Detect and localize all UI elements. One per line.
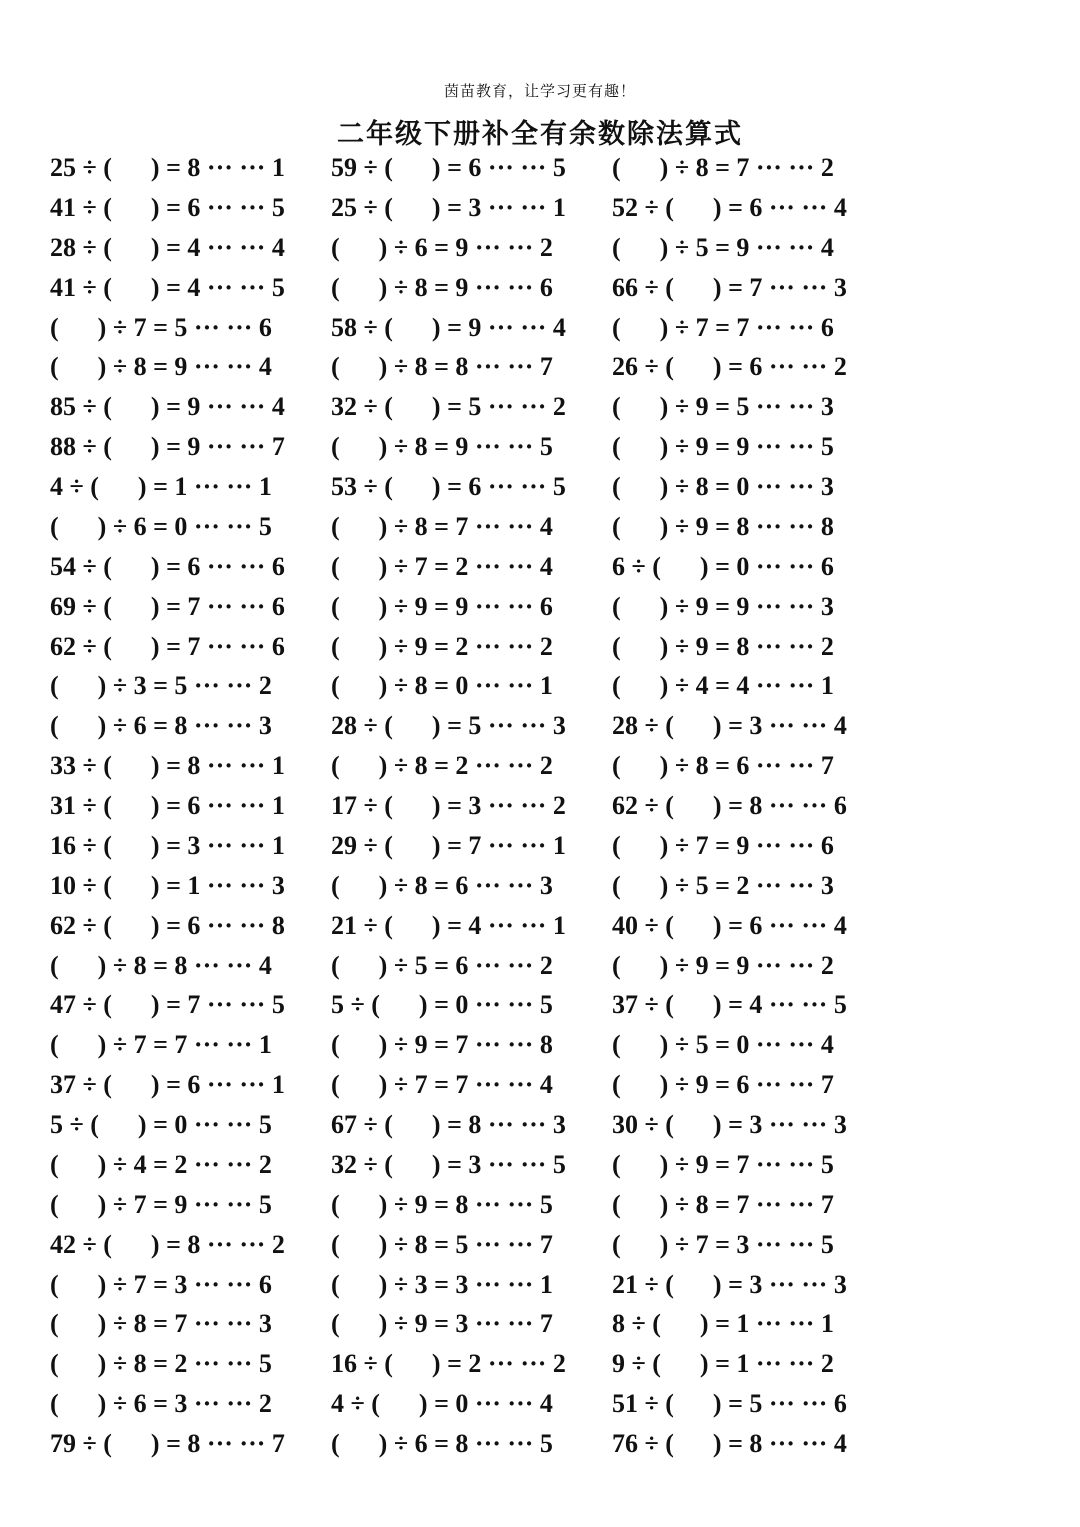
division-problem: 62 ÷ ( ) = 6 ··· ··· 8 bbox=[50, 910, 285, 940]
division-problem: ( ) ÷ 9 = 9 ··· ··· 3 bbox=[612, 591, 834, 621]
division-problem: ( ) ÷ 3 = 3 ··· ··· 1 bbox=[331, 1269, 553, 1299]
division-problem: 30 ÷ ( ) = 3 ··· ··· 3 bbox=[612, 1110, 847, 1139]
division-problem: 51 ÷ ( ) = 5 ··· ··· 6 bbox=[612, 1389, 847, 1419]
problem-row bbox=[0, 308, 1080, 348]
problem-row bbox=[0, 866, 1080, 906]
division-problem: ( ) ÷ 5 = 6 ··· ··· 2 bbox=[331, 950, 553, 980]
problem-row bbox=[0, 985, 1080, 1025]
division-problem: ( ) ÷ 8 = 9 ··· ··· 5 bbox=[331, 432, 553, 462]
division-problem: ( ) ÷ 7 = 7 ··· ··· 4 bbox=[331, 1070, 553, 1100]
division-problem: 17 ÷ ( ) = 3 ··· ··· 2 bbox=[331, 791, 566, 820]
problem-row bbox=[0, 1145, 1080, 1185]
division-problem: 76 ÷ ( ) = 8 ··· ··· 4 bbox=[612, 1429, 847, 1458]
division-problem: 54 ÷ ( ) = 6 ··· ··· 6 bbox=[50, 551, 285, 581]
division-problem: ( ) ÷ 8 = 7 ··· ··· 7 bbox=[612, 1189, 834, 1219]
problem-row bbox=[0, 906, 1080, 946]
division-problem: 32 ÷ ( ) = 5 ··· ··· 2 bbox=[331, 392, 566, 422]
division-problem: 37 ÷ ( ) = 4 ··· ··· 5 bbox=[612, 990, 847, 1020]
division-problem: ( ) ÷ 3 = 5 ··· ··· 2 bbox=[50, 671, 272, 701]
division-problem: ( ) ÷ 7 = 7 ··· ··· 1 bbox=[50, 1030, 272, 1060]
division-problem: ( ) ÷ 8 = 7 ··· ··· 4 bbox=[331, 511, 553, 541]
division-problem: ( ) ÷ 9 = 7 ··· ··· 8 bbox=[331, 1030, 553, 1060]
division-problem: 5 ÷ ( ) = 0 ··· ··· 5 bbox=[331, 990, 553, 1020]
division-problem: 62 ÷ ( ) = 8 ··· ··· 6 bbox=[612, 791, 847, 820]
division-problem: ( ) ÷ 4 = 4 ··· ··· 1 bbox=[612, 671, 834, 701]
division-problem: 41 ÷ ( ) = 6 ··· ··· 5 bbox=[50, 192, 285, 222]
problem-row bbox=[0, 1185, 1080, 1225]
problem-row bbox=[0, 547, 1080, 587]
division-problem: 67 ÷ ( ) = 8 ··· ··· 3 bbox=[331, 1110, 566, 1139]
problem-row bbox=[0, 148, 1080, 188]
division-problem: 66 ÷ ( ) = 7 ··· ··· 3 bbox=[612, 272, 847, 302]
division-problem: ( ) ÷ 8 = 0 ··· ··· 3 bbox=[612, 472, 834, 501]
division-problem: 88 ÷ ( ) = 9 ··· ··· 7 bbox=[50, 432, 285, 462]
division-problem: 21 ÷ ( ) = 3 ··· ··· 3 bbox=[612, 1269, 847, 1299]
problem-row bbox=[0, 627, 1080, 667]
problem-row bbox=[0, 188, 1080, 228]
division-problem: ( ) ÷ 6 = 0 ··· ··· 5 bbox=[50, 511, 272, 541]
division-problem: 5 ÷ ( ) = 0 ··· ··· 5 bbox=[50, 1110, 272, 1139]
problem-row bbox=[0, 228, 1080, 268]
division-problem: ( ) ÷ 8 = 7 ··· ··· 2 bbox=[612, 153, 834, 182]
division-problem: 4 ÷ ( ) = 1 ··· ··· 1 bbox=[50, 472, 272, 501]
division-problem: 25 ÷ ( ) = 8 ··· ··· 1 bbox=[50, 153, 285, 182]
division-problem: ( ) ÷ 8 = 9 ··· ··· 4 bbox=[50, 352, 272, 382]
division-problem: ( ) ÷ 9 = 9 ··· ··· 6 bbox=[331, 591, 553, 621]
problem-row bbox=[0, 467, 1080, 507]
division-problem: ( ) ÷ 8 = 6 ··· ··· 3 bbox=[331, 870, 553, 900]
division-problem: 25 ÷ ( ) = 3 ··· ··· 1 bbox=[331, 192, 566, 222]
division-problem: ( ) ÷ 7 = 9 ··· ··· 5 bbox=[50, 1189, 272, 1219]
division-problem: 28 ÷ ( ) = 3 ··· ··· 4 bbox=[612, 711, 847, 741]
division-problem: ( ) ÷ 9 = 8 ··· ··· 5 bbox=[331, 1189, 553, 1219]
problem-row bbox=[0, 427, 1080, 467]
division-problem: 37 ÷ ( ) = 6 ··· ··· 1 bbox=[50, 1070, 285, 1100]
division-problem: 58 ÷ ( ) = 9 ··· ··· 4 bbox=[331, 312, 566, 342]
division-problem: 85 ÷ ( ) = 9 ··· ··· 4 bbox=[50, 392, 285, 422]
division-problem: 32 ÷ ( ) = 3 ··· ··· 5 bbox=[331, 1149, 566, 1179]
problem-row bbox=[0, 507, 1080, 547]
division-problem: ( ) ÷ 7 = 5 ··· ··· 6 bbox=[50, 312, 272, 342]
division-problem: ( ) ÷ 8 = 6 ··· ··· 7 bbox=[612, 751, 834, 781]
division-problem: 59 ÷ ( ) = 6 ··· ··· 5 bbox=[331, 153, 566, 182]
division-problem: ( ) ÷ 9 = 2 ··· ··· 2 bbox=[331, 631, 553, 661]
division-problem: 16 ÷ ( ) = 2 ··· ··· 2 bbox=[331, 1349, 566, 1379]
division-problem: ( ) ÷ 7 = 3 ··· ··· 5 bbox=[612, 1229, 834, 1259]
page-header: 茵苗教育，让学习更有趣！ bbox=[443, 82, 636, 100]
problem-row bbox=[0, 1105, 1080, 1145]
division-problem: 41 ÷ ( ) = 4 ··· ··· 5 bbox=[50, 272, 285, 302]
division-problem: 69 ÷ ( ) = 7 ··· ··· 6 bbox=[50, 591, 285, 621]
division-problem: ( ) ÷ 9 = 8 ··· ··· 2 bbox=[612, 631, 834, 661]
division-problem: 47 ÷ ( ) = 7 ··· ··· 5 bbox=[50, 990, 285, 1020]
division-problem: ( ) ÷ 9 = 6 ··· ··· 7 bbox=[612, 1070, 834, 1100]
division-problem: ( ) ÷ 6 = 9 ··· ··· 2 bbox=[331, 232, 553, 262]
problem-row bbox=[0, 1265, 1080, 1305]
division-problem: ( ) ÷ 9 = 3 ··· ··· 7 bbox=[331, 1309, 553, 1339]
division-problem: ( ) ÷ 7 = 7 ··· ··· 6 bbox=[612, 312, 834, 342]
problem-row bbox=[0, 1025, 1080, 1065]
division-problem: ( ) ÷ 8 = 2 ··· ··· 2 bbox=[331, 751, 553, 781]
division-problem: ( ) ÷ 9 = 7 ··· ··· 5 bbox=[612, 1149, 834, 1179]
page-title: 二年级下册补全有余数除法算式 bbox=[337, 119, 743, 150]
division-problem: 16 ÷ ( ) = 3 ··· ··· 1 bbox=[50, 830, 285, 860]
problem-row bbox=[0, 1384, 1080, 1424]
division-problem: 28 ÷ ( ) = 4 ··· ··· 4 bbox=[50, 232, 285, 262]
division-problem: ( ) ÷ 5 = 0 ··· ··· 4 bbox=[612, 1030, 834, 1060]
problem-row bbox=[0, 1424, 1080, 1464]
division-problem: ( ) ÷ 9 = 8 ··· ··· 8 bbox=[612, 511, 834, 541]
division-problem: 33 ÷ ( ) = 8 ··· ··· 1 bbox=[50, 751, 285, 781]
division-problem: 42 ÷ ( ) = 8 ··· ··· 2 bbox=[50, 1229, 285, 1259]
division-problem: 4 ÷ ( ) = 0 ··· ··· 4 bbox=[331, 1389, 553, 1419]
problem-row bbox=[0, 786, 1080, 826]
division-problem: 53 ÷ ( ) = 6 ··· ··· 5 bbox=[331, 472, 566, 501]
problem-row bbox=[0, 826, 1080, 866]
problem-row bbox=[0, 1304, 1080, 1344]
division-problem: 6 ÷ ( ) = 0 ··· ··· 6 bbox=[612, 551, 834, 581]
division-problem: ( ) ÷ 8 = 5 ··· ··· 7 bbox=[331, 1229, 553, 1259]
division-problem: ( ) ÷ 7 = 2 ··· ··· 4 bbox=[331, 551, 553, 581]
division-problem: 52 ÷ ( ) = 6 ··· ··· 4 bbox=[612, 192, 847, 222]
problem-row bbox=[0, 946, 1080, 986]
division-problem: 28 ÷ ( ) = 5 ··· ··· 3 bbox=[331, 711, 566, 741]
problem-row bbox=[0, 666, 1080, 706]
division-problem: ( ) ÷ 8 = 0 ··· ··· 1 bbox=[331, 671, 553, 701]
division-problem: 10 ÷ ( ) = 1 ··· ··· 3 bbox=[50, 870, 285, 900]
division-problem: ( ) ÷ 8 = 7 ··· ··· 3 bbox=[50, 1309, 272, 1339]
division-problem: 79 ÷ ( ) = 8 ··· ··· 7 bbox=[50, 1429, 285, 1458]
division-problem: ( ) ÷ 6 = 3 ··· ··· 2 bbox=[50, 1389, 272, 1419]
problem-row bbox=[0, 706, 1080, 746]
problem-row bbox=[0, 746, 1080, 786]
problem-row bbox=[0, 1344, 1080, 1384]
division-problem: ( ) ÷ 6 = 8 ··· ··· 5 bbox=[331, 1429, 553, 1458]
problem-row bbox=[0, 387, 1080, 427]
division-problem: ( ) ÷ 7 = 9 ··· ··· 6 bbox=[612, 830, 834, 860]
division-problem: ( ) ÷ 6 = 8 ··· ··· 3 bbox=[50, 711, 272, 741]
division-problem: ( ) ÷ 4 = 2 ··· ··· 2 bbox=[50, 1149, 272, 1179]
division-problem: ( ) ÷ 8 = 8 ··· ··· 7 bbox=[331, 352, 553, 382]
division-problem: ( ) ÷ 8 = 8 ··· ··· 4 bbox=[50, 950, 272, 980]
division-problem: ( ) ÷ 7 = 3 ··· ··· 6 bbox=[50, 1269, 272, 1299]
problem-row bbox=[0, 1065, 1080, 1105]
problem-row bbox=[0, 347, 1080, 387]
problem-row bbox=[0, 268, 1080, 308]
division-problem: 31 ÷ ( ) = 6 ··· ··· 1 bbox=[50, 791, 285, 820]
division-problem: 8 ÷ ( ) = 1 ··· ··· 1 bbox=[612, 1309, 834, 1339]
division-problem: ( ) ÷ 9 = 9 ··· ··· 2 bbox=[612, 950, 834, 980]
division-problem: ( ) ÷ 5 = 2 ··· ··· 3 bbox=[612, 870, 834, 900]
division-problem: 26 ÷ ( ) = 6 ··· ··· 2 bbox=[612, 352, 847, 382]
problem-grid bbox=[0, 148, 1080, 1464]
division-problem: ( ) ÷ 9 = 9 ··· ··· 5 bbox=[612, 432, 834, 462]
division-problem: 29 ÷ ( ) = 7 ··· ··· 1 bbox=[331, 830, 566, 860]
division-problem: ( ) ÷ 8 = 9 ··· ··· 6 bbox=[331, 272, 553, 302]
division-problem: ( ) ÷ 9 = 5 ··· ··· 3 bbox=[612, 392, 834, 422]
division-problem: ( ) ÷ 8 = 2 ··· ··· 5 bbox=[50, 1349, 272, 1379]
division-problem: ( ) ÷ 5 = 9 ··· ··· 4 bbox=[612, 232, 834, 262]
division-problem: 9 ÷ ( ) = 1 ··· ··· 2 bbox=[612, 1349, 834, 1379]
division-problem: 62 ÷ ( ) = 7 ··· ··· 6 bbox=[50, 631, 285, 661]
division-problem: 21 ÷ ( ) = 4 ··· ··· 1 bbox=[331, 910, 566, 940]
problem-row bbox=[0, 1225, 1080, 1265]
problem-row bbox=[0, 587, 1080, 627]
division-problem: 40 ÷ ( ) = 6 ··· ··· 4 bbox=[612, 910, 847, 940]
